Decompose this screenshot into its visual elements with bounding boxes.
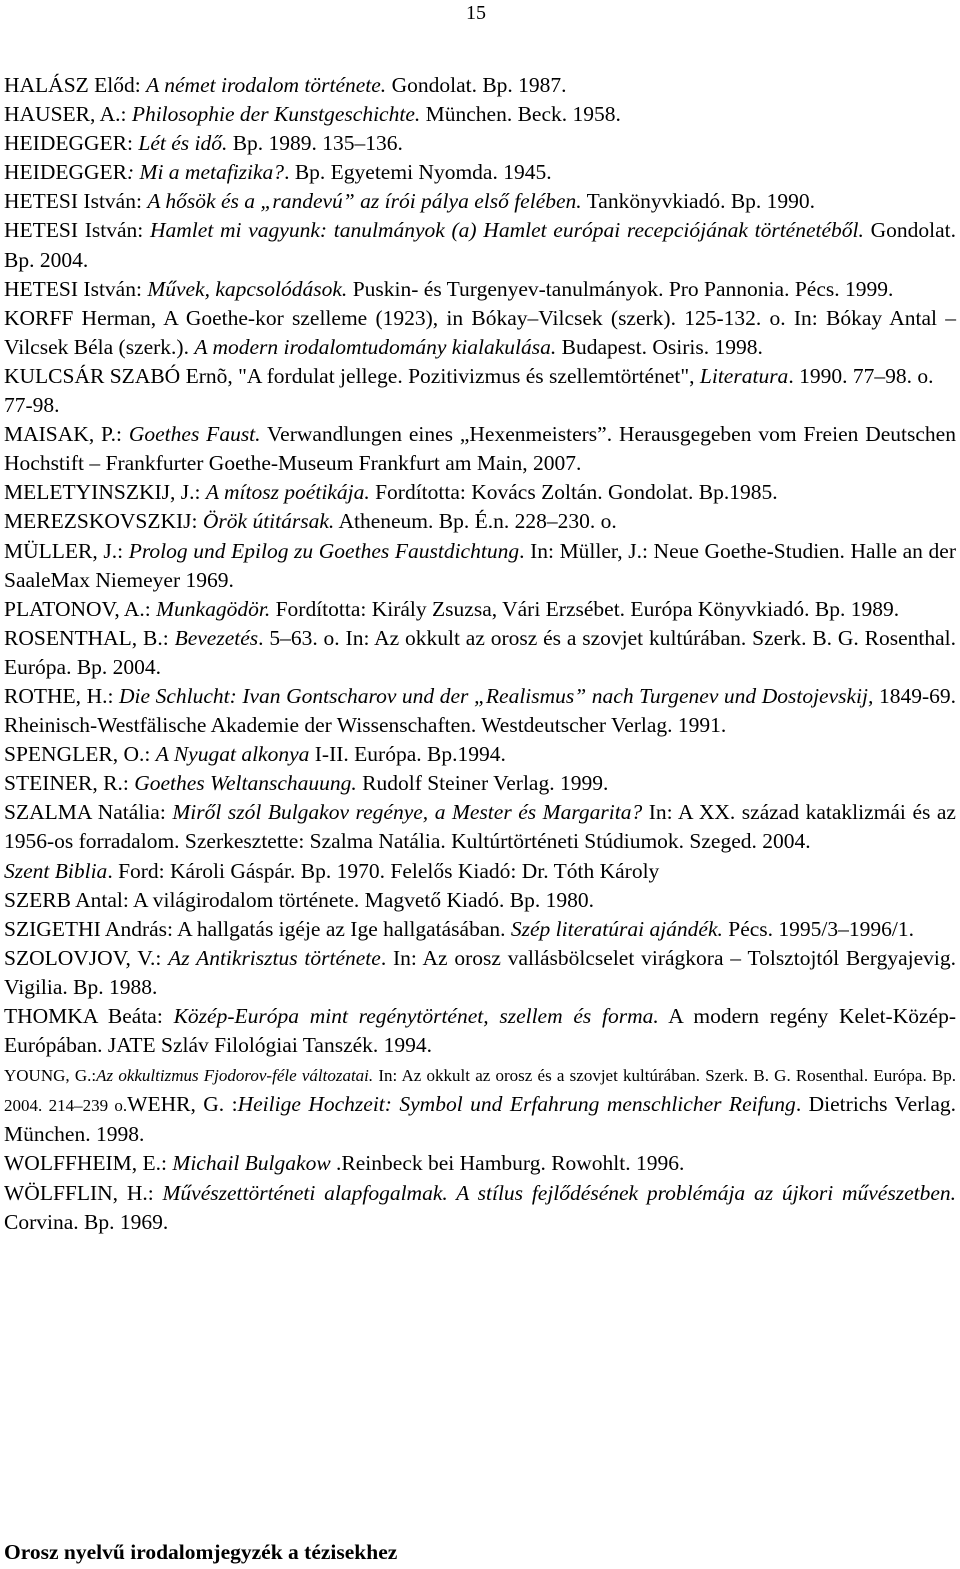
entry-text: .Reinbeck bei Hamburg. Rowohlt. 1996.: [330, 1151, 685, 1176]
bibliography-entry: [4, 537, 956, 595]
entry-title: Bevezetés: [174, 625, 259, 650]
entry-text: Fordította: Király Zsuzsa, Vári Erzsébet. Európa Könyvkiadó. Bp. 1989.: [270, 596, 900, 621]
bibliography-entry: [4, 71, 956, 100]
entry-text: I-II. Európa. Bp.1994.: [309, 742, 506, 767]
entry-title: Örök útitársak.: [202, 509, 335, 534]
entry-title: Művek, kapcsolódások.: [147, 276, 348, 301]
entry-text: HAUSER, A.:: [4, 102, 132, 127]
bibliography-entry: [4, 1060, 956, 1149]
entry-text: Fordította: Kovács Zoltán. Gondolat. Bp.1985.: [369, 480, 778, 505]
entry-title: Prolog und Epilog zu Goethes Faustdichtung: [128, 538, 520, 563]
bibliography-entry: [4, 740, 956, 769]
entry-text: In: Az okkult az orosz és a szovjet kultúrában. Szerk. B. G. Rosenthal. Európa. Bp. 2004. 214–239 o.: [4, 1066, 956, 1116]
bibliography-entry: [4, 391, 956, 420]
entry-text: 1849-69. Rheinisch-Westfälische Akademie der Wissenschaften. Westdeutscher Verlag. 1991.: [4, 683, 956, 738]
entry-text: HETESI István:: [4, 218, 150, 243]
entry-text: Puskin- és Turgenyev-tanulmányok. Pro Pannonia. Pécs. 1999.: [347, 276, 894, 301]
entry-text: ROSENTHAL, B.:: [4, 625, 175, 650]
entry-text: WOLFFHEIM, E.:: [4, 1151, 173, 1176]
entry-title: : Mi a metafizika?: [127, 160, 285, 185]
entry-text: STEINER, R.:: [4, 771, 135, 796]
entry-title: Az Antikrisztus története: [168, 945, 381, 970]
bibliography-entry: [4, 595, 956, 624]
entry-text: HETESI István:: [4, 276, 148, 301]
entry-text: . In: Az orosz vallásbölcselet virágkora – Tolsztojtól Bergyajevig. Vigilia. Bp. 1988.: [4, 945, 956, 999]
entry-title: A német irodalom története.: [146, 73, 387, 97]
entry-title: Goethes Faust.: [128, 422, 261, 447]
entry-title: Goethes Weltanschauung.: [134, 771, 357, 796]
entry-text: . Dietrichs Verlag. München. 1998.: [4, 1092, 956, 1147]
bibliography-entry: [4, 100, 956, 129]
entry-text: Gondolat. Bp. 2004.: [4, 218, 956, 272]
bibliography-entry: [4, 798, 956, 856]
bibliography-entry: [4, 886, 956, 915]
entry-title: Szent Biblia: [4, 858, 108, 883]
entry-title: Lét és idő.: [138, 131, 228, 156]
entry-text: Pécs. 1995/3–1996/1.: [722, 916, 914, 941]
entry-title: Az okkultizmus Fjodorov-féle változatai.: [96, 1066, 374, 1086]
entry-text: Tankönyvkiadó. Bp. 1990.: [581, 189, 816, 214]
entry-text: YOUNG, G.:: [4, 1066, 97, 1086]
bibliography-entry: [4, 478, 956, 507]
bibliography-entry: [4, 1179, 956, 1237]
entry-title: Munkagödör.: [156, 596, 271, 621]
bibliography-entry: [4, 187, 956, 216]
entry-text: SZALMA Natália:: [4, 800, 173, 825]
entry-text: Bp. 1989. 135–136.: [227, 131, 403, 156]
bibliography-entry: [4, 769, 956, 798]
entry-text: THOMKA Beáta:: [4, 1004, 174, 1028]
entry-text: MELETYINSZKIJ, J.:: [4, 480, 206, 505]
bibliography-list: [4, 71, 956, 1237]
entry-text: MAISAK, P.:: [4, 422, 129, 447]
entry-title: Művészettörténeti alapfogalmak. A stílus fejlődésének problémája az újkori művészetben.: [162, 1180, 957, 1205]
bibliography-entry: [4, 362, 956, 391]
entry-text: HETESI István:: [4, 189, 148, 214]
entry-text: SPENGLER, O.:: [4, 742, 156, 767]
entry-title: A modern irodalomtudomány kialakulása.: [194, 334, 557, 359]
entry-text: SZERB Antal: A világirodalom története. Magvető Kiadó. Bp. 1980.: [4, 887, 594, 912]
bibliography-entry: [4, 420, 956, 478]
entry-text: . Bp. Egyetemi Nyomda. 1945.: [284, 160, 552, 185]
entry-text: In: A XX. század kataklizmái és az 1956-os forradalom. Szerkesztette: Szalma Natália. Kultúrtörténeti Stúdiumok. Szeged. 2004.: [4, 800, 956, 854]
entry-title: A Nyugat alkonya: [155, 742, 310, 767]
entry-text: München. Beck. 1958.: [420, 102, 621, 127]
entry-title: Hamlet mi vagyunk: tanulmányok (a) Hamlet európai recepciójának történetéből.: [150, 218, 864, 243]
bibliography-entry: [4, 129, 956, 158]
entry-text: PLATONOV, A.:: [4, 596, 157, 621]
entry-text: MEREZSKOVSZKIJ:: [4, 509, 203, 534]
bibliography-entry: [4, 857, 956, 886]
entry-title: Philosophie der Kunstgeschichte.: [131, 102, 421, 127]
entry-text: KULCSÁR SZABÓ Ernõ, "A fordulat jellege. Pozitivizmus és szellemtörténet",: [4, 363, 700, 388]
entry-text: . 5–63. o. In: Az okkult az orosz és a szovjet kultúrában. Szerk. B. G. Rosenthal. Európa. Bp. 2004.: [4, 625, 956, 679]
bibliography-entry: [4, 944, 956, 1002]
entry-text: A modern regény Kelet-Közép-Európában. JATE Szláv Filológiai Tanszék. 1994.: [4, 1004, 956, 1058]
entry-text: . Ford: Károli Gáspár. Bp. 1970. Felelős Kiadó: Dr. Tóth Károly: [107, 858, 660, 883]
entry-text: WÖLFFLIN, H.:: [4, 1180, 163, 1205]
bibliography-entry: [4, 1149, 956, 1178]
entry-text: Budapest. Osiris. 1998.: [556, 334, 763, 359]
entry-text: Gondolat. Bp. 1987.: [386, 73, 567, 97]
entry-title: Michail Bulgakow: [172, 1151, 331, 1176]
entry-text: Verwandlungen eines „Hexenmeisters”. Herausgegeben vom Freien Deutschen Hochstift – Frankfurter Goethe-Museum Frankfurt am Main, 2007.: [4, 422, 956, 476]
entry-text: MÜLLER, J.:: [4, 538, 129, 563]
entry-text: KORFF Herman, A Goethe-kor szelleme (1923), in Bókay–Vilcsek (szerk). 125-132. o. In: Bókay Antal – Vilcsek Béla (szerk.).: [4, 305, 956, 359]
page-number: 15: [466, 2, 486, 24]
entry-text: Rudolf Steiner Verlag. 1999.: [356, 771, 609, 796]
entry-text: HEIDEGGER: [4, 160, 128, 185]
entry-title: Heilige Hochzeit: Symbol und Erfahrung menschlicher Reifung: [237, 1092, 796, 1117]
entry-text: . In: Müller, J.: Neue Goethe-Studien. Halle an der SaaleMax Niemeyer 1969.: [4, 538, 956, 592]
entry-text: . 1990. 77–98. o.: [788, 363, 934, 388]
bibliography-entry: [4, 915, 956, 944]
entry-title: Literatura: [699, 363, 789, 388]
bibliography-entry: [4, 507, 956, 536]
entry-text: HEIDEGGER:: [4, 131, 139, 156]
entry-title: Die Schlucht: Ivan Gontscharov und der „Realismus” nach Turgenev und Dostojevskij,: [119, 683, 874, 708]
bibliography-entry: [4, 216, 956, 274]
bibliography-entry: [4, 158, 956, 187]
bibliography-entry: [4, 1002, 956, 1060]
entry-text: SZOLOVJOV, V.:: [4, 945, 169, 970]
section-heading: Orosz nyelvű irodalomjegyzék a tézisekhez: [4, 1540, 398, 1564]
entry-title: Közép-Európa mint regénytörténet, szellem és forma.: [173, 1004, 659, 1028]
bibliography-entry: [4, 275, 956, 304]
entry-text: Corvina. Bp. 1969.: [4, 1209, 169, 1234]
entry-text: SZIGETHI András: A hallgatás igéje az Ige hallgatásában.: [4, 916, 511, 941]
entry-title: Szép literatúrai ajándék.: [510, 916, 723, 941]
bibliography-entry: [4, 624, 956, 682]
bibliography-entry: [4, 304, 956, 362]
entry-text: HALÁSZ Előd:: [4, 73, 147, 97]
entry-text: ROTHE, H.:: [4, 683, 120, 708]
entry-title: A hősök és a „randevú” az írói pálya első felében.: [147, 189, 582, 214]
entry-text: Atheneum. Bp. É.n. 228–230. o.: [334, 509, 617, 534]
entry-title: Miről szól Bulgakov regénye, a Mester és Margarita?: [172, 800, 643, 825]
entry-text: 77-98.: [4, 393, 60, 418]
entry-title: A mítosz poétikája.: [205, 480, 370, 505]
bibliography-entry: [4, 682, 956, 740]
entry-text: WEHR, G. :: [127, 1092, 238, 1117]
